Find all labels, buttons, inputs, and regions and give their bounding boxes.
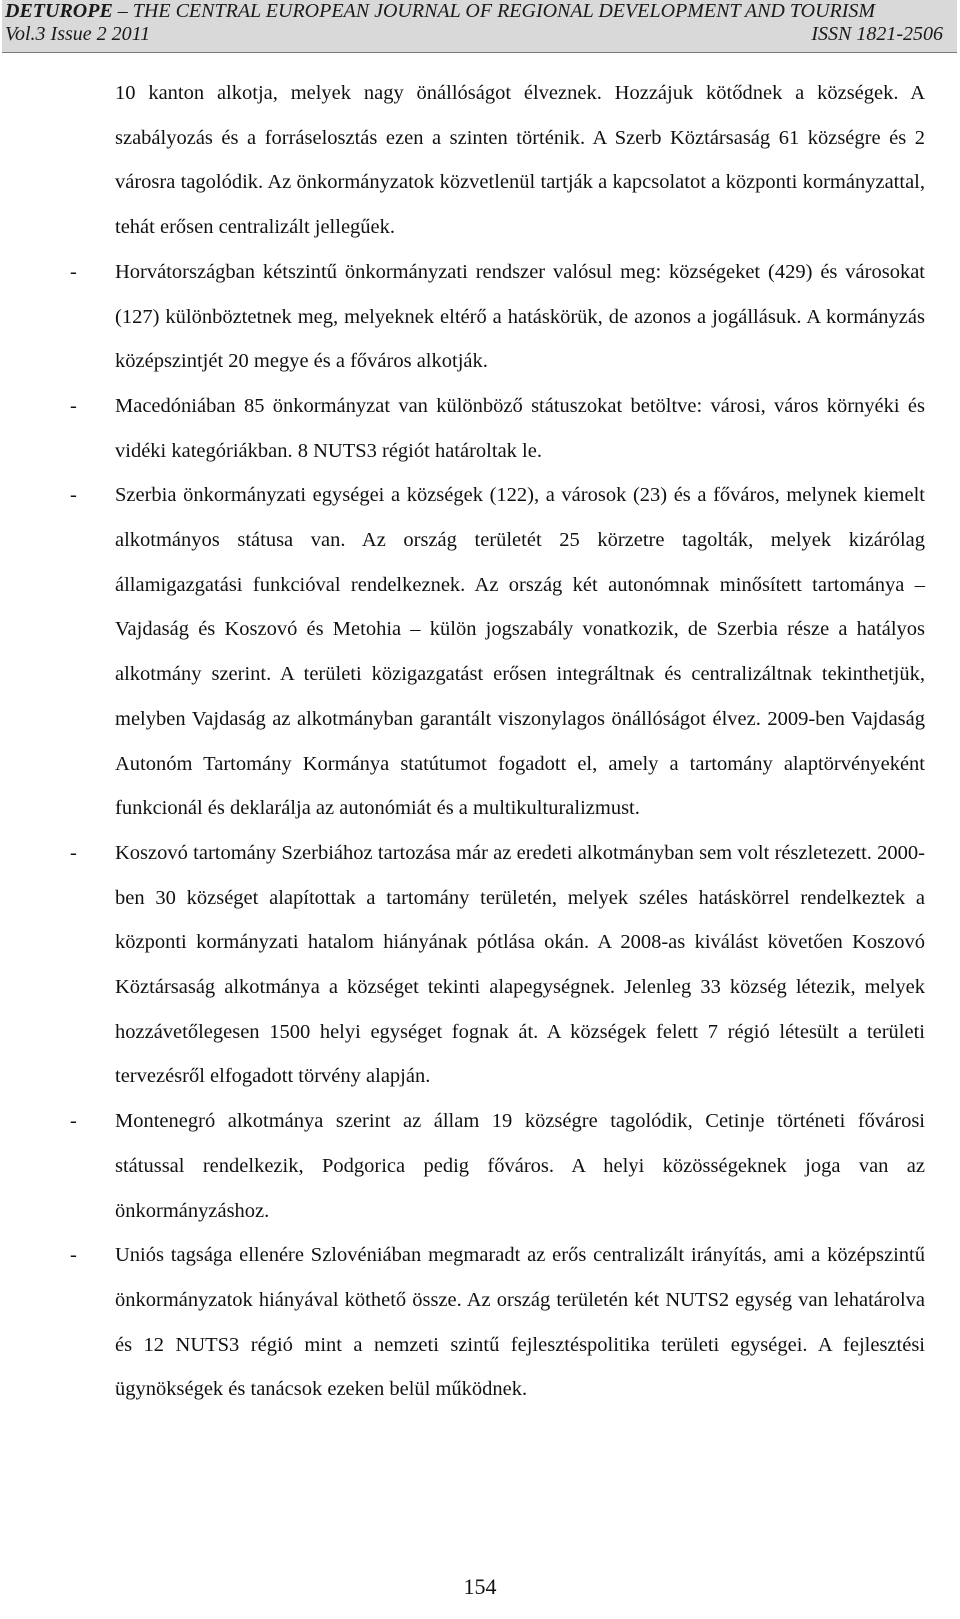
intro-paragraph: 10 kanton alkotja, melyek nagy önállóságot élveznek. Hozzájuk kötődnek a községek. A szabályozás és a forráselosztás ezen a szinten történik. A Szerb Köztársaság 61 községre és 2 városra tagolódik. Az önkormányzatok közvetlenül tartják a kapcsolatot a központi kormányzattal, tehát erősen centralizált jellegűek. [115, 82, 925, 239]
list-item-macedonia [70, 384, 925, 473]
list-marker: - [70, 260, 77, 283]
journal-header [2, 0, 957, 53]
article-body [70, 71, 925, 1412]
list-item-serbia [70, 473, 925, 831]
list-item-croatia [70, 250, 925, 384]
list-marker: - [70, 841, 77, 864]
list-marker: - [70, 484, 77, 507]
list-item-montenegro [70, 1099, 925, 1233]
journal-volume: Vol.3 Issue 2 2011 [5, 23, 151, 45]
journal-full-name: THE CENTRAL EUROPEAN JOURNAL OF REGIONAL DEVELOPMENT AND TOURISM [132, 0, 876, 22]
page-number: 154 [463, 1574, 497, 1599]
journal-title-separator: – [112, 0, 133, 22]
list-item-text: Koszovó tartomány Szerbiához tartozása már az eredeti alkotmányban sem volt részletezett. 2000-ben 30 községet alapítottak a tartomány területén, melyek széles hatáskörrel rendelkeztek a központi kormányzati hatalom hiányának pótlása okán. A 2008-as kiválást követően Koszovó Köztársaság alkotmánya a községet tekinti alapegységnek. Jelenleg 33 község létezik, melyek hozzávetőlegesen 1500 helyi egységet fognak át. A községek felett 7 régió létesült a területi tervezésről elfogadott törvény alapján. [115, 841, 925, 1088]
list-marker: - [70, 1110, 77, 1133]
journal-title [5, 0, 875, 23]
list-item-kosovo [70, 831, 925, 1099]
list-marker: - [70, 1244, 77, 1267]
list-item-text: Horvátországban kétszintű önkormányzati rendszer valósul meg: községeket (429) és városokat (127) különböztetnek meg, melyeknek eltérő a hatáskörük, de azonos a jogállásuk. A kormányzás középszintjét 20 megye és a főváros alkotják. [115, 260, 925, 373]
list-marker: - [70, 394, 77, 417]
list-item-slovenia [70, 1233, 925, 1412]
list-item-text: Macedóniában 85 önkormányzat van különböző státuszokat betöltve: városi, város környéki és vidéki kategóriákban. 8 NUTS3 régiót határoltak le. [115, 394, 925, 462]
journal-short-name: DETUROPE [5, 0, 113, 22]
list-item-text: Uniós tagsága ellenére Szlovéniában megmaradt az erős centralizált irányítás, ami a középszintű önkormányzatok hiányával köthető össze. Az ország területén két NUTS2 egység van lehatárolva és 12 NUTS3 régió mint a nemzeti szintű fejlesztéspolitika területi egységei. A fejlesztési ügynökségek és tanácsok ezeken belül működnek. [115, 1244, 925, 1401]
list-item-text: Szerbia önkormányzati egységei a községek (122), a városok (23) és a főváros, melynek kiemelt alkotmányos státusa van. Az ország területét 25 körzetre tagolták, melyek kizárólag államigazgatási funkcióval rendelkeznek. Az ország két autonómnak minősített tartománya – Vajdaság és Koszovó és Metohia – külön jogszabály vonatkozik, de Szerbia része a hatályos alkotmány szerint. A területi közigazgatást erősen integráltnak és centralizáltnak tekinthetjük, melyben Vajdaság az alkotmányban garantált viszonylagos önállóságot élvez. 2009-ben Vajdaság Autonóm Tartomány Kormánya statútumot fogadott el, amely a tartomány alaptörvényeként funkcionál és deklarálja az autonómiát és a multikulturalizmust. [115, 484, 925, 820]
list-item-text: Montenegró alkotmánya szerint az állam 19 községre tagolódik, Cetinje történeti fővárosi státussal rendelkezik, Podgorica pedig főváros. A helyi közösségeknek joga van az önkormányzáshoz. [115, 1110, 925, 1222]
journal-issn: ISSN 1821-2506 [811, 23, 943, 45]
